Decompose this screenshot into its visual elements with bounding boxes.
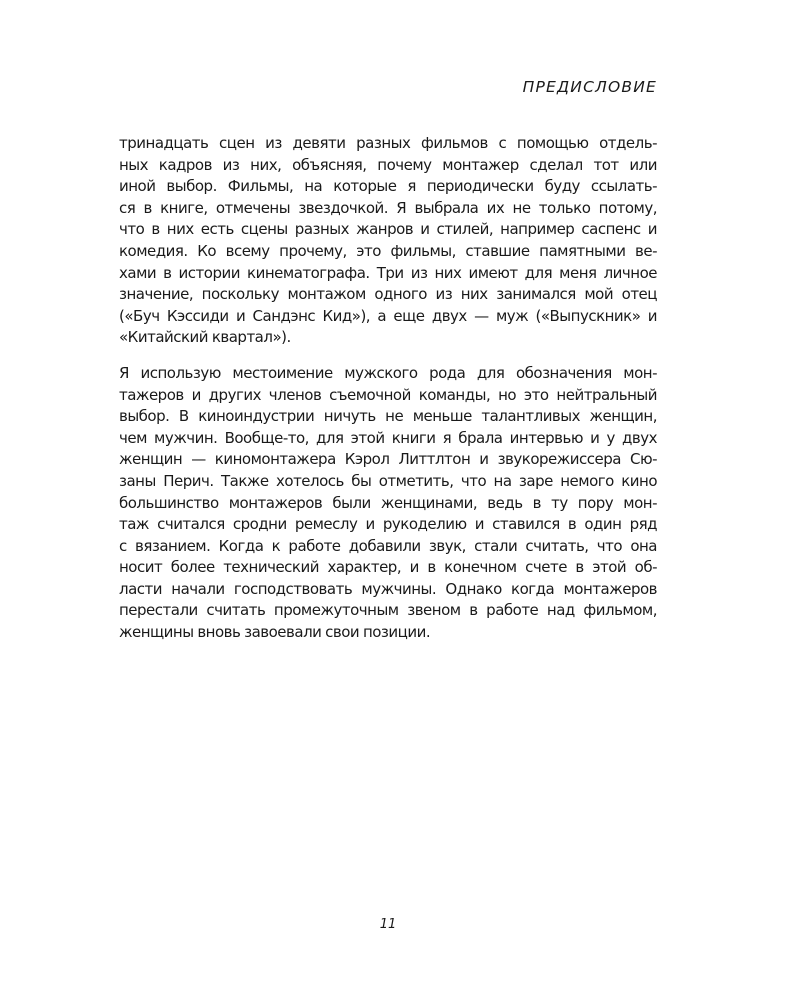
text-line: с вязанием. Когда к работе добавили звук, стали считать, что она — [119, 536, 657, 555]
paragraph — [119, 133, 657, 349]
text-line: перестали считать промежуточным звеном в работе над фильмом, — [119, 601, 657, 620]
text-line: иной выбор. Фильмы, на которые я периодически буду ссылать- — [119, 177, 657, 196]
body-text — [119, 133, 657, 658]
text-line: ных кадров из них, объясняя, почему монтажер сделал тот или — [119, 155, 657, 174]
text-line: большинство монтажеров были женщинами, ведь в ту пору мон- — [119, 493, 657, 512]
text-line: хами в истории кинематографа. Три из них имеют для меня личное — [119, 263, 657, 282]
text-line: чем мужчин. Вообще-то, для этой книги я брала интервью и у двух — [119, 428, 657, 447]
text-line: носит более технический характер, и в конечном счете в этой об- — [119, 558, 657, 577]
text-line: комедия. Ко всему прочему, это фильмы, ставшие памятными ве- — [119, 241, 657, 260]
text-line: ласти начали господствовать мужчины. Однако когда монтажеров — [119, 579, 657, 598]
text-line: заны Перич. Также хотелось бы отметить, что на заре немого кино — [119, 471, 657, 490]
text-line: тажеров и других членов съемочной команды, но это нейтральный — [119, 385, 657, 404]
text-line: что в них есть сцены разных жанров и стилей, например саспенс и — [119, 220, 657, 239]
text-line: тринадцать сцен из девяти разных фильмов с помощью отдель- — [119, 134, 657, 152]
page-number: 11 — [379, 917, 397, 932]
text-line: Я использую местоимение мужского рода для обозначения мон- — [119, 363, 657, 382]
paragraph — [119, 363, 657, 644]
text-line: «Китайский квартал»). — [119, 328, 291, 347]
text-line: таж считался сродни ремеслу и рукоделию и ставился в один ряд — [119, 515, 657, 534]
text-line: женщины вновь завоевали свои позиции. — [119, 623, 431, 642]
text-line: женщин — киномонтажера Кэрол Литтлтон и звукорежиссера Сю- — [119, 450, 657, 469]
text-line: значение, поскольку монтажом одного из них занимался мой отец — [119, 285, 657, 304]
text-line: ся в книге, отмечены звездочкой. Я выбрала их не только потому, — [119, 198, 657, 217]
running-title: ПРЕДИСЛОВИЕ — [522, 78, 657, 96]
text-line: («Буч Кэссиди и Сандэнс Кид»), а еще двух — муж («Выпускник» и — [119, 306, 657, 325]
text-line: выбор. В киноиндустрии ничуть не меньше талантливых женщин, — [119, 407, 657, 426]
